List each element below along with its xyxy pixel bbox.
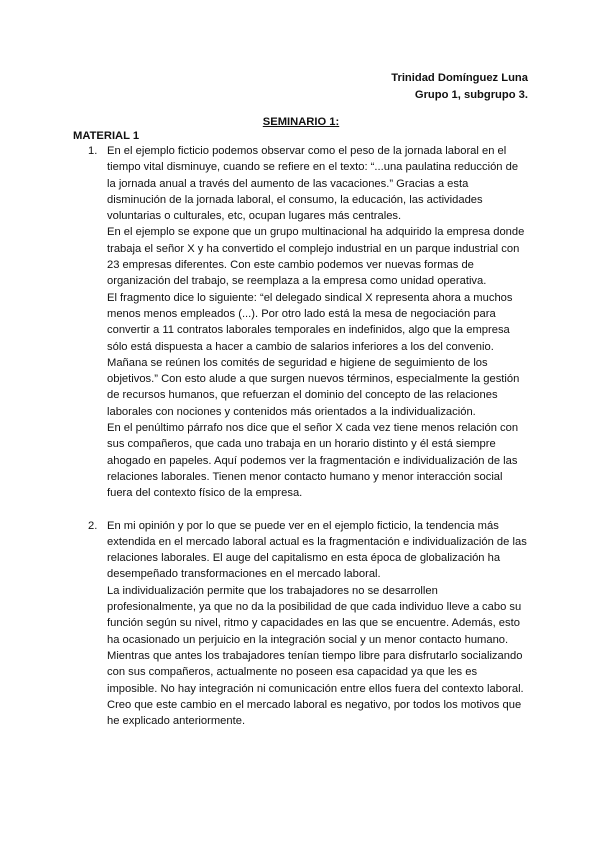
document-title: SEMINARIO 1: [262, 116, 340, 128]
paragraph: En el ejemplo ficticio podemos observar como el peso de la jornada laboral en el tiempo vital disminuye, cuando se refiere en el texto: “...una paulatina reducción de la jornada anual a través del aumento de las vacaciones.” Gracias a esta disminución de la jornada laboral, el consumo, la educación, las actividades voluntarias o culturales, etc, ocupan lugares más centrales. [107, 145, 519, 223]
list-item-number: 2. [88, 519, 98, 532]
list-item-number: 1. [88, 145, 98, 157]
section-label: MATERIAL 1 [73, 130, 140, 142]
group-info: Grupo 1, subgrupo 3. [414, 89, 528, 101]
author-block [391, 70, 528, 104]
paragraph: En mi opinión y por lo que se puede ver en el ejemplo ficticio, la tendencia más extendida en el mercado laboral actual es la fragmentación e individualización de las relaciones laborales. El auge del capitalismo en esta época de globalización ha desempeñado transformaciones en el mercado laboral. [107, 519, 527, 581]
list-item-2 [88, 518, 527, 730]
author-name: Trinidad Domínguez Luna [391, 72, 528, 84]
paragraph: La individualización permite que los trabajadores no se desarrollen profesionalmente, ya que no da la posibilidad de que cada individuo lleve a cabo su función según su nivel, ritmo y capacidades en las que se encuentre. Además, esto ha ocasionado un perjuicio en la integración social y un menor contacto humano. [107, 584, 522, 646]
numbered-list [0, 143, 600, 729]
paragraph: El fragmento dice lo siguiente: “el delegado sindical X representa ahora a muchos menos menos empleados (...). Por otro lado está la mesa de negociación para convertir a 11 contratos laborales temporales en indefinidos, algo que la empresa sólo está dispuesta a hacer a cambio de salarios inferiores a los del convenio. Mañana se reúnen los comités de seguridad e higiene de seguimiento de los objetivos.” Con esto alude a que surgen nuevos términos, especialmente la gestión de recursos humanos, que refuerzan el dominio del concepto de las relaciones laborales con nociones y contenidos más orientados a la individualización. [107, 291, 520, 418]
list-item-1 [88, 143, 527, 502]
paragraph: Mientras que antes los trabajadores tenían tiempo libre para disfrutarlo socializando con sus compañeros, actualmente no poseen esa capacidad ya que les es imposible. No hay integración ni comunicación entre ellos fuera del contexto laboral. Creo que este cambio en el mercado laboral es negativo, por todos los motivos que he explicado anteriormente. [107, 649, 524, 728]
document-title-row [0, 115, 600, 129]
paragraph: En el ejemplo se expone que un grupo multinacional ha adquirido la empresa donde trabaja el señor X y ha convertido el complejo industrial en un parque industrial con 23 empresas diferentes. Con este cambio podemos ver nuevas formas de organización del trabajo, se reemplaza a la empresa como unidad operativa. [107, 226, 525, 288]
paragraph: En el penúltimo párrafo nos dice que el señor X cada vez tiene menos relación con sus compañeros, que cada uno trabaja en un horario distinto y él está siempre ahogado en papeles. Aquí podemos ver la fragmentación e individualización de las relaciones laborales. Tienen menor contacto humano y menor interacción social fuera del contexto físico de la empresa. [107, 422, 519, 500]
